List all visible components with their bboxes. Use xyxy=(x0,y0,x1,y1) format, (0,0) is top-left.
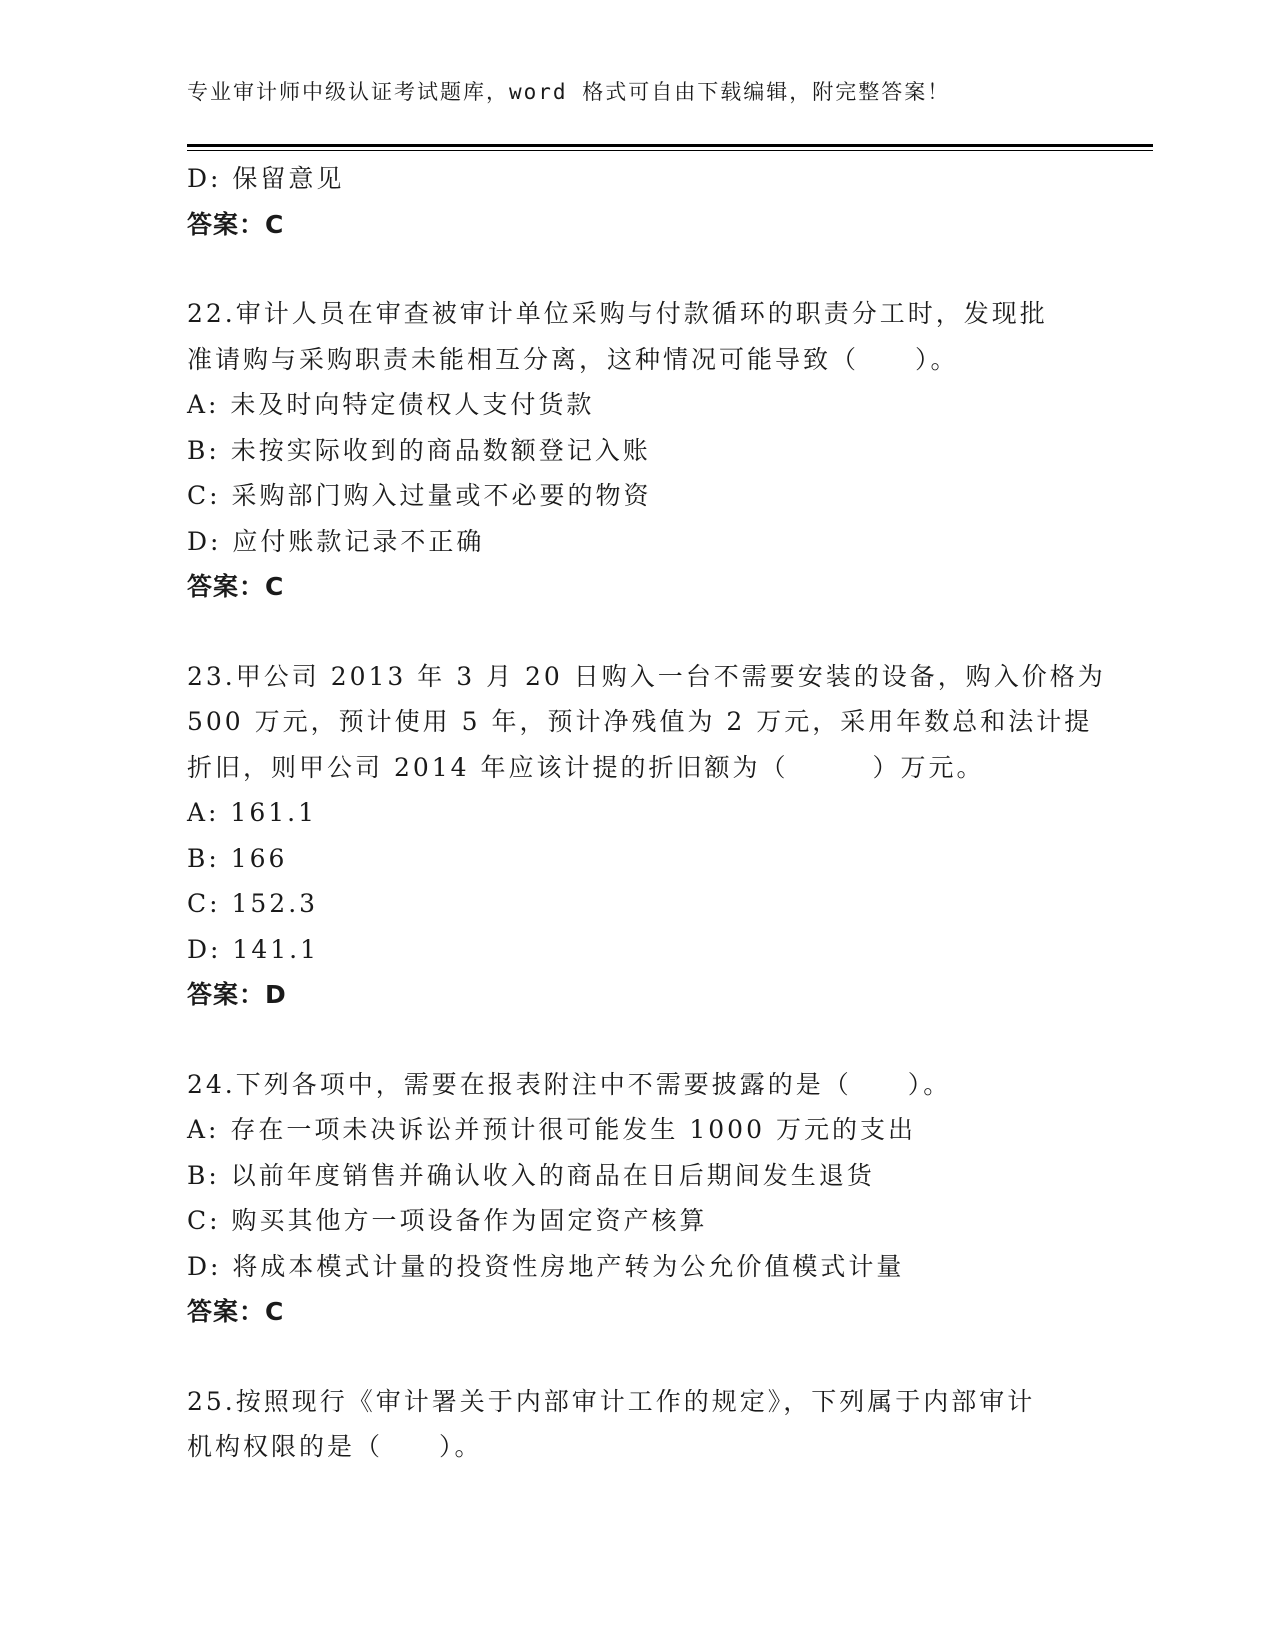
option-d: D: 应付账款记录不正确 xyxy=(187,526,485,556)
option-a: A: 未及时向特定债权人支付货款 xyxy=(187,390,595,419)
header-rule-thick xyxy=(187,144,1153,147)
option-d: D: 141.1 xyxy=(187,934,319,964)
prev-answer: 答案：C xyxy=(187,209,285,239)
option-c: C: 采购部门购入过量或不必要的物资 xyxy=(187,481,652,510)
question-23 xyxy=(187,654,1106,1018)
option-b: B: 166 xyxy=(187,843,288,873)
question-22 xyxy=(187,291,1087,610)
question-stem-line: 折旧，则甲公司 2014 年应该计提的折旧额为（ ）万元。 xyxy=(187,752,985,782)
option-c: C: 152.3 xyxy=(187,889,319,918)
question-stem-line: 500 万元，预计使用 5 年，预计净残值为 2 万元，采用年数总和法计提 xyxy=(187,707,1093,736)
option-b: B: 未按实际收到的商品数额登记入账 xyxy=(187,435,651,465)
question-stem-line: 准请购与采购职责未能相互分离，这种情况可能导致（ ）。 xyxy=(187,344,959,374)
option-a: A: 161.1 xyxy=(187,798,317,827)
prev-option-d: D: 保留意见 xyxy=(187,164,345,193)
question-stem-line: 23.甲公司 2013 年 3 月 20 日购入一台不需要安装的设备，购入价格为 xyxy=(187,661,1106,691)
answer: 答案：C xyxy=(187,1297,285,1326)
option-c: C: 购买其他方一项设备作为固定资产核算 xyxy=(187,1206,708,1235)
page-header: 专业审计师中级认证考试题库，word 格式可自由下载编辑，附完整答案！ xyxy=(187,80,951,104)
question-24 xyxy=(187,1062,1087,1335)
question-stem-line: 24.下列各项中，需要在报表附注中不需要披露的是（ ）。 xyxy=(187,1069,952,1099)
header-rule-thin xyxy=(187,150,1153,151)
option-d: D: 将成本模式计量的投资性房地产转为公允价值模式计量 xyxy=(187,1251,905,1281)
question-stem-line: 机构权限的是（ ）。 xyxy=(187,1432,483,1461)
question-content xyxy=(187,156,1106,1470)
question-stem-line: 25.按照现行《审计署关于内部审计工作的规定》，下列属于内部审计 xyxy=(187,1386,1036,1416)
question-25 xyxy=(187,1379,1087,1470)
question-stem-line: 22.审计人员在审查被审计单位采购与付款循环的职责分工时，发现批 xyxy=(187,299,1048,328)
answer: 答案：C xyxy=(187,572,285,601)
option-a: A: 存在一项未决诉讼并预计很可能发生 1000 万元的支出 xyxy=(187,1115,916,1144)
option-b: B: 以前年度销售并确认收入的商品在日后期间发生退货 xyxy=(187,1160,875,1190)
answer: 答案：D xyxy=(187,980,287,1009)
